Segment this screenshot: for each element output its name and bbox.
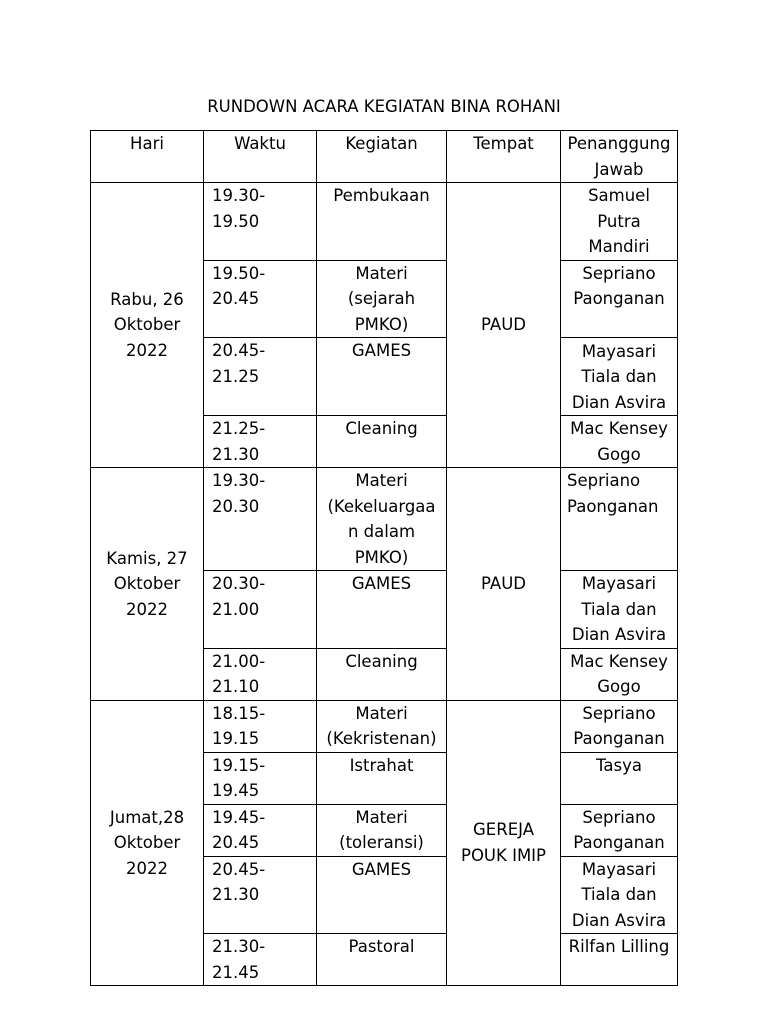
- header-kegiatan: Kegiatan: [317, 131, 447, 183]
- table-row: [91, 468, 678, 571]
- time-cell: 19.30-20.30: [204, 468, 317, 571]
- activity-cell: Pastoral: [317, 934, 447, 986]
- pic-cell: Mac Kensey Gogo: [561, 416, 678, 468]
- time-cell: 19.30-19.50: [204, 183, 317, 261]
- pic-cell: Sepriano Paonganan: [561, 260, 678, 338]
- activity-cell: Materi (sejarah PMKO): [317, 260, 447, 338]
- time-cell: 20.45-21.30: [204, 856, 317, 934]
- activity-cell: Materi (Kekeluargaa n dalam PMKO): [317, 468, 447, 571]
- activity-cell: Cleaning: [317, 648, 447, 700]
- header-hari: Hari: [91, 131, 204, 183]
- pic-cell: Samuel Putra Mandiri: [561, 183, 678, 261]
- activity-cell: Materi (Kekristenan): [317, 700, 447, 752]
- document-title: RUNDOWN ACARA KEGIATAN BINA ROHANI: [207, 97, 561, 116]
- time-cell: 19.15-19.45: [204, 752, 317, 804]
- header-waktu: Waktu: [204, 131, 317, 183]
- pic-cell: Mac Kensey Gogo: [561, 648, 678, 700]
- pic-cell: Sepriano Paonganan: [561, 700, 678, 752]
- activity-cell: Materi (toleransi): [317, 804, 447, 856]
- place-cell: GEREJA POUK IMIP: [447, 700, 561, 986]
- table-row: [91, 700, 678, 752]
- day-cell: Jumat,28 Oktober 2022: [91, 700, 204, 986]
- activity-cell: Cleaning: [317, 416, 447, 468]
- activity-cell: Istrahat: [317, 752, 447, 804]
- pic-cell: Sepriano Paonganan: [561, 804, 678, 856]
- activity-cell: GAMES: [317, 856, 447, 934]
- time-cell: 20.30-21.00: [204, 571, 317, 649]
- time-cell: 19.50-20.45: [204, 260, 317, 338]
- activity-cell: GAMES: [317, 571, 447, 649]
- pic-cell: Mayasari Tiala dan Dian Asvira: [561, 338, 678, 416]
- place-cell: PAUD: [447, 183, 561, 468]
- day-cell: Kamis, 27 Oktober 2022: [91, 468, 204, 701]
- time-cell: 18.15-19.15: [204, 700, 317, 752]
- activity-cell: Pembukaan: [317, 183, 447, 261]
- pic-cell: Mayasari Tiala dan Dian Asvira: [561, 571, 678, 649]
- table-row: [91, 183, 678, 261]
- rundown-table: [90, 130, 678, 986]
- time-cell: 19.45-20.45: [204, 804, 317, 856]
- header-tempat: Tempat: [447, 131, 561, 183]
- activity-cell: GAMES: [317, 338, 447, 416]
- header-penanggung-jawab: Penanggung Jawab: [561, 131, 678, 183]
- pic-cell: Mayasari Tiala dan Dian Asvira: [561, 856, 678, 934]
- header-row: [91, 131, 678, 183]
- place-cell: PAUD: [447, 468, 561, 701]
- time-cell: 21.25-21.30: [204, 416, 317, 468]
- time-cell: 20.45-21.25: [204, 338, 317, 416]
- time-cell: 21.00-21.10: [204, 648, 317, 700]
- pic-cell: Sepriano Paonganan: [561, 468, 678, 571]
- time-cell: 21.30-21.45: [204, 934, 317, 986]
- pic-cell: Rilfan Lilling: [561, 934, 678, 986]
- pic-cell: Tasya: [561, 752, 678, 804]
- day-cell: Rabu, 26 Oktober 2022: [91, 183, 204, 468]
